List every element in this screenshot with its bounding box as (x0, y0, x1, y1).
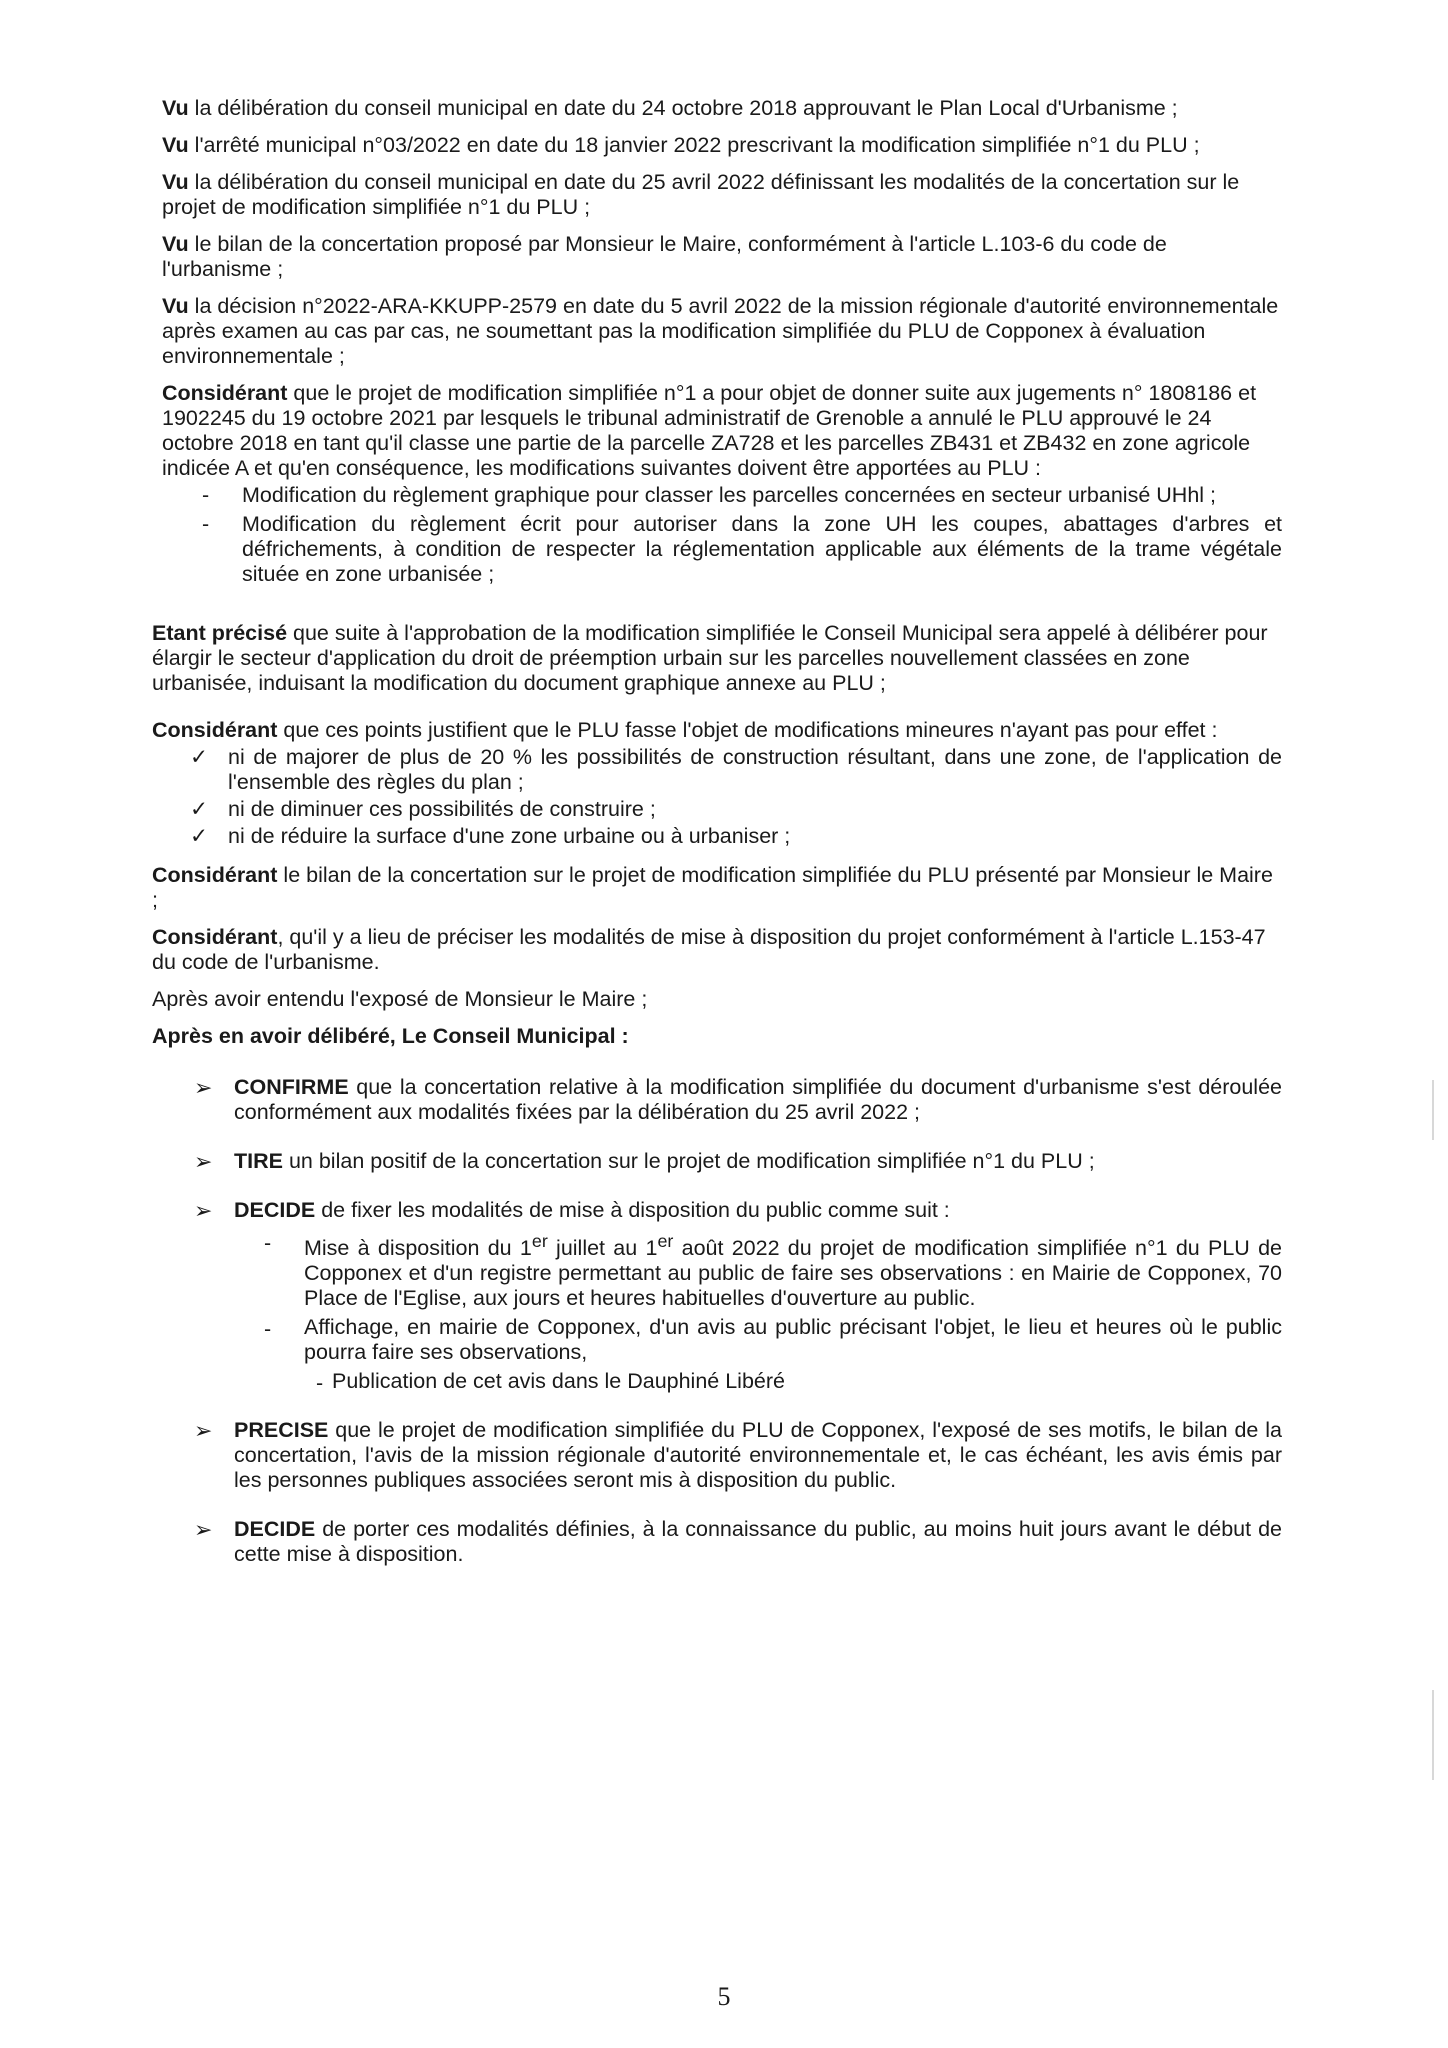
list-item (152, 483, 1282, 508)
decision-item (152, 1149, 1282, 1174)
arrow-bullet-icon: ➢ (194, 1418, 213, 1444)
list-item (152, 745, 1282, 795)
list-item-text: Publication de cet avis dans le Dauphiné Libéré (332, 1369, 785, 1394)
list-item-text: Affichage, en mairie de Copponex, d'un avis au public précisant l'objet, le lieu et heures où le public pourra faire ses observations, (304, 1315, 1282, 1365)
decision-keyword: TIRE (234, 1149, 283, 1173)
list-item-text: ni de majorer de plus de 20 % les possibilités de construction résultant, dans une zone, de l'application de l'ensemble des règles du plan ; (228, 745, 1282, 794)
vu-keyword: Vu (162, 294, 189, 318)
decision-keyword: DECIDE (234, 1517, 316, 1542)
considerant-text: le bilan de la concertation sur le projet de modification simplifiée du PLU présenté par Monsieur le Maire ; (152, 863, 1273, 912)
checkmark-icon: ✓ (190, 797, 209, 821)
list-item (152, 797, 1282, 822)
vu-text: la décision n°2022-ARA-KKUPP-2579 en date du 5 avril 2022 de la mission régionale d'autorité environnementale après examen au cas par cas, ne soumettant pas la modification simplifiée du PLU de Copponex à évaluation environnementale ; (162, 294, 1279, 368)
vu-keyword: Vu (162, 133, 189, 157)
delibere-heading: Après en avoir délibéré, Le Conseil Municipal : (152, 1024, 629, 1048)
list-item-text (304, 1231, 1282, 1311)
list-item (234, 1229, 1282, 1311)
spacer (152, 597, 1282, 621)
vu-paragraph (152, 133, 1282, 158)
expose-line: Après avoir entendu l'exposé de Monsieur le Maire ; (152, 987, 648, 1011)
list-item-text: ni de diminuer ces possibilités de construire ; (228, 797, 656, 821)
dash-bullet: - (264, 1317, 272, 1342)
dash-bullet: - (264, 1231, 272, 1255)
page-number: 5 (717, 1982, 731, 2011)
dash-bullet: - (316, 1371, 324, 1396)
text-fragment: juillet au 1 (547, 1236, 658, 1261)
etant-precise-text: que suite à l'approbation de la modification simplifiée le Conseil Municipal sera appelé à délibérer pour élargir le secteur d'application du droit de préemption urbain sur les parcelles nouvellement classées en zone urbanisée, induisant la modification du document graphique annexe au PLU ; (152, 621, 1268, 695)
list-item (152, 824, 1282, 849)
text-fragment: Mise à disposition du 1 (304, 1236, 532, 1261)
document-body (152, 96, 1282, 1591)
decision-text: de fixer les modalités de mise à disposition du public comme suit : (315, 1198, 950, 1222)
etant-precise-keyword: Etant précisé (152, 621, 288, 645)
decision-list (152, 1075, 1282, 1567)
vu-keyword: Vu (162, 170, 189, 194)
decision-text: de porter ces modalités définies, à la connaissance du public, au moins huit jours avant le début de cette mise à disposition. (234, 1517, 1282, 1567)
superscript: er (657, 1231, 674, 1251)
considerant-text: que ces points justifient que le PLU fasse l'objet de modifications mineures n'ayant pas pour effet : (277, 718, 1218, 742)
list-item-text: ni de réduire la surface d'une zone urbaine ou à urbaniser ; (228, 824, 791, 848)
dash-bullet: - (202, 512, 210, 536)
check-list (152, 745, 1282, 849)
modalites-list (234, 1229, 1282, 1394)
arrow-bullet-icon: ➢ (194, 1075, 213, 1100)
considerant-paragraph (152, 925, 1282, 975)
decision-keyword: PRECISE (234, 1418, 329, 1443)
considerant-paragraph (152, 863, 1282, 913)
decision-item (152, 1418, 1282, 1493)
list-item-text: Modification du règlement graphique pour classer les parcelles concernées en secteur urbanisé UHhl ; (242, 483, 1216, 507)
etant-precise-paragraph (152, 621, 1282, 696)
decision-text: un bilan positif de la concertation sur le projet de modification simplifiée n°1 du PLU ; (282, 1149, 1095, 1173)
decision-item (152, 1198, 1282, 1394)
decision-keyword: CONFIRME (234, 1075, 349, 1099)
checkmark-icon: ✓ (190, 745, 209, 769)
superscript: er (531, 1231, 548, 1251)
vu-keyword: Vu (162, 96, 189, 120)
vu-text: la délibération du conseil municipal en date du 24 octobre 2018 approuvant le Plan Local d'Urbanisme ; (188, 96, 1178, 120)
considerant-keyword: Considérant (152, 925, 278, 949)
arrow-bullet-icon: ➢ (194, 1149, 213, 1174)
checkmark-icon: ✓ (190, 824, 209, 848)
vu-paragraph (152, 232, 1282, 282)
vu-paragraph (152, 96, 1282, 121)
decision-item (152, 1517, 1282, 1567)
considerant-paragraph (152, 718, 1282, 743)
vu-paragraph (152, 170, 1282, 220)
scan-edge-mark (1432, 1080, 1434, 1140)
decision-item (152, 1075, 1282, 1125)
decision-text: que le projet de modification simplifiée du PLU de Copponex, l'exposé de ses motifs, le bilan de la concertation, l'avis de la mission régionale d'autorité environnementale et, le cas échéant, les avis émis par les personnes publiques associées seront mis à disposition du public. (234, 1418, 1282, 1493)
vu-text: le bilan de la concertation proposé par Monsieur le Maire, conformément à l'article L.103-6 du code de l'urbanisme ; (162, 232, 1167, 281)
list-item (234, 1369, 1282, 1394)
considerant-text: que le projet de modification simplifiée n°1 a pour objet de donner suite aux jugements n° 1808186 et 1902245 du 19 octobre 2021 par lesquels le tribunal administratif de Grenoble a annulé le PLU approuvé le 24 octobre 2018 en tant qu'il classe une partie de la parcelle ZA728 et les parcelles ZB431 et ZB432 en zone agricole indicée A et qu'en conséquence, les modifications suivantes doivent être apportées au PLU : (162, 381, 1257, 480)
decision-text: que la concertation relative à la modification simplifiée du document d'urbanisme s'est déroulée conformément aux modalités fixées par la délibération du 25 avril 2022 ; (234, 1075, 1282, 1124)
vu-text: l'arrêté municipal n°03/2022 en date du 18 janvier 2022 prescrivant la modification simplifiée n°1 du PLU ; (188, 133, 1200, 157)
scan-edge-mark (1432, 1690, 1434, 1780)
vu-keyword: Vu (162, 232, 189, 256)
considerant-paragraph (152, 381, 1282, 481)
considerant-keyword: Considérant (152, 718, 278, 742)
list-item (152, 512, 1282, 587)
decision-keyword: DECIDE (234, 1198, 316, 1222)
dash-bullet: - (202, 483, 210, 507)
list-item-text: Modification du règlement écrit pour autoriser dans la zone UH les coupes, abattages d'arbres et défrichements, à condition de respecter la réglementation applicable aux éléments de la trame végétale située en zone urbanisée ; (242, 512, 1282, 586)
considerant-keyword: Considérant (162, 381, 288, 405)
modification-list (152, 483, 1282, 587)
vu-paragraph (152, 294, 1282, 369)
considerant-keyword: Considérant (152, 863, 278, 887)
considerant-text: , qu'il y a lieu de préciser les modalités de mise à disposition du projet conformément à l'article L.153-47 du code de l'urbanisme. (152, 925, 1266, 974)
vu-text: la délibération du conseil municipal en date du 25 avril 2022 définissant les modalités de la concertation sur le projet de modification simplifiée n°1 du PLU ; (162, 170, 1240, 219)
arrow-bullet-icon: ➢ (194, 1198, 213, 1223)
text-fragment: août 2022 du projet de modification simplifiée n°1 du PLU de Copponex et d'un registre permettant au public de faire ses observations : en Mairie de Copponex, 70 Place de l'Eglise, aux jours et heures habituelles d'ouverture au public. (304, 1236, 1282, 1311)
arrow-bullet-icon: ➢ (194, 1517, 213, 1543)
list-item (234, 1315, 1282, 1365)
